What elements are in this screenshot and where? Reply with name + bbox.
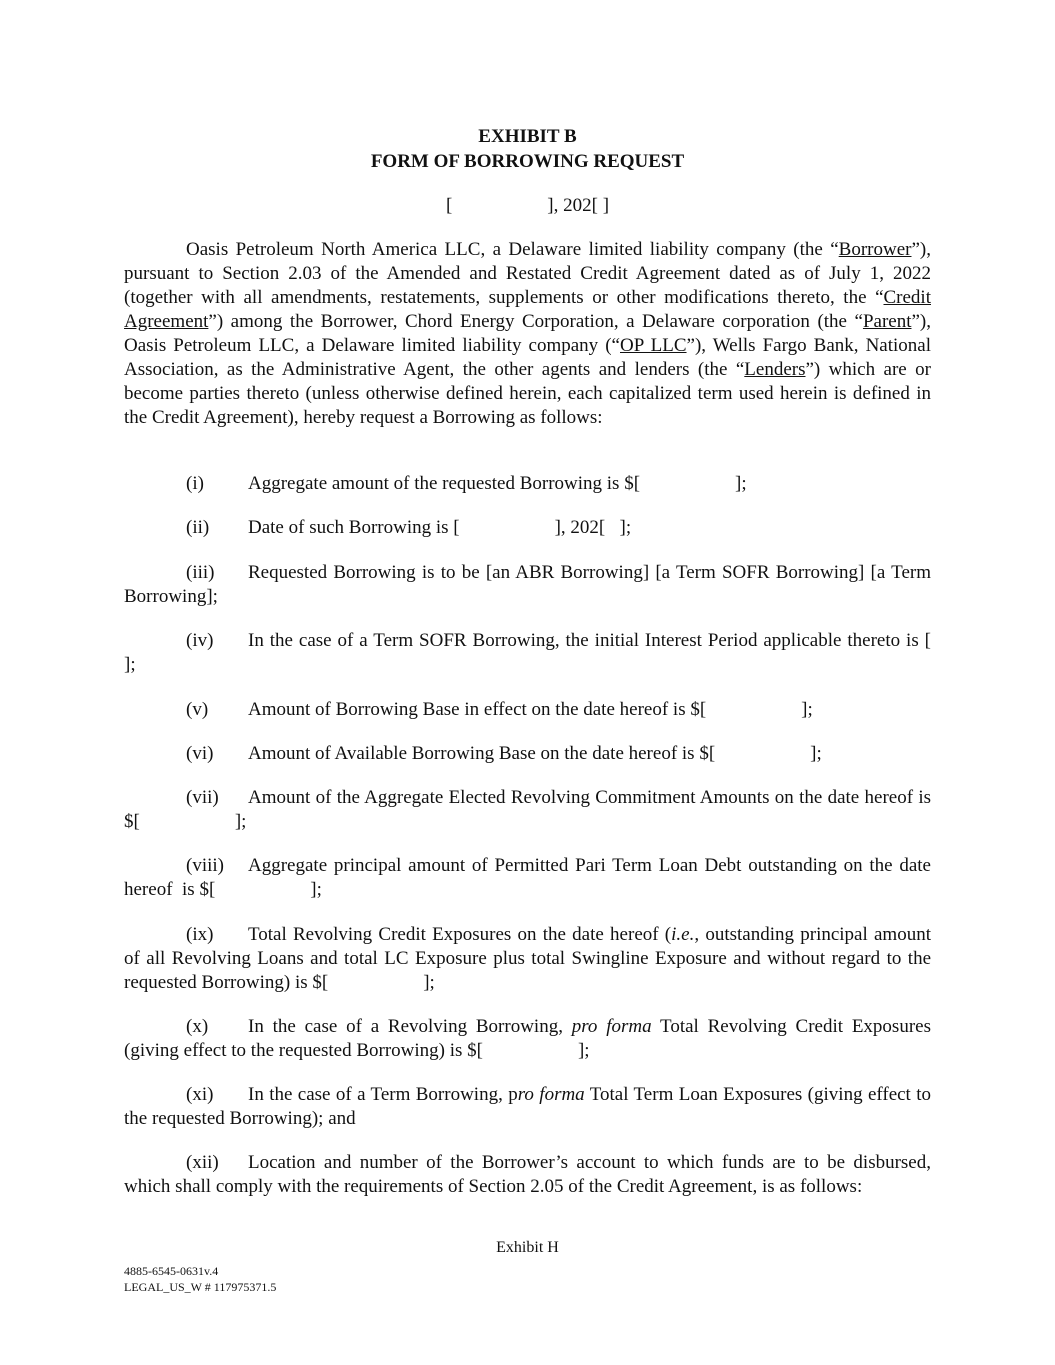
intro-text-2: ”), pursuant to Section 2.03 of the Amended and Restated Credit Agreement dated as of July 1, 2022 (together with all amendments, restatements, supplements or other modifications thereto, the “ — [124, 239, 931, 308]
list-item-xi — [124, 1083, 936, 1131]
item-text-pre: In the case of a Term Borrowing, p — [248, 1084, 518, 1105]
exhibit-label: EXHIBIT B — [478, 126, 577, 147]
item-text: Location and number of the Borrower’s account to which funds are to be disbursed, which shall comply with the requirements of Section 2.05 of the Credit Agreement, is as follows: — [124, 1152, 936, 1197]
intro-text-4: ”), Oasis Petroleum LLC, a Delaware limited liability company (“ — [124, 311, 931, 356]
document-title-block — [124, 124, 931, 174]
item-number: (v) — [186, 699, 209, 720]
form-title: FORM OF BORROWING REQUEST — [370, 151, 685, 172]
item-text-italic: i.e. — [671, 924, 695, 945]
item-text-italic: pro forma — [571, 1016, 652, 1037]
defined-term-op-llc: OP LLC — [620, 335, 687, 356]
list-item-ix — [124, 923, 936, 995]
item-number: (iv) — [186, 630, 214, 651]
item-text: Date of such Borrowing is [ ], 202[ ]; — [248, 517, 632, 538]
item-number: (vi) — [186, 743, 214, 764]
list-item-v — [124, 698, 931, 722]
item-number: (i) — [186, 473, 204, 494]
footer-document-ids — [124, 1263, 276, 1295]
item-text-post: Total Term Loan Exposures (giving effect to the requested Borrowing); and — [124, 1084, 936, 1129]
item-number: (ix) — [186, 924, 214, 945]
item-number: (vii) — [186, 787, 219, 808]
defined-term-credit-agreement: Credit Agreement — [124, 287, 931, 332]
defined-term-borrower: Borrower — [838, 239, 912, 260]
intro-paragraph — [124, 238, 931, 430]
list-item-iii — [124, 561, 936, 609]
item-text-post: Total Revolving Credit Exposures (giving effect to the requested Borrowing) is $[ ]; — [124, 1016, 936, 1061]
list-item-i — [124, 472, 931, 496]
list-item-xii — [124, 1151, 936, 1199]
item-text-post: , outstanding principal amount of all Revolving Loans and total LC Exposure plus total Swingline Exposure and without regard to the requested Borrowing) is $[ ]; — [124, 924, 936, 993]
item-number: (viii) — [186, 855, 224, 876]
list-item-vi — [124, 742, 931, 766]
defined-term-lenders: Lenders — [744, 359, 806, 380]
item-text: In the case of a Term SOFR Borrowing, the initial Interest Period applicable thereto is [ ]; — [124, 630, 1026, 675]
item-text-italic: ro forma — [517, 1084, 585, 1105]
date-line: [ ], 202[ ] — [445, 195, 610, 216]
document-id-2: LEGAL_US_W # 117975371.5 — [124, 1280, 277, 1294]
item-text: Amount of Borrowing Base in effect on the date hereof is $[ ]; — [248, 699, 813, 720]
list-item-vii — [124, 786, 936, 834]
item-text-pre: Total Revolving Credit Exposures on the date hereof ( — [248, 924, 672, 945]
item-text: Aggregate principal amount of Permitted Pari Term Loan Debt outstanding on the date hereof is $[ ]; — [124, 855, 936, 900]
footer-exhibit-reference: Exhibit H — [496, 1239, 559, 1256]
item-number: (ii) — [186, 517, 210, 538]
list-item-viii — [124, 854, 936, 902]
item-number: (xii) — [186, 1152, 219, 1173]
item-number: (x) — [186, 1016, 209, 1037]
item-text: Requested Borrowing is to be [an ABR Borrowing] [a Term SOFR Borrowing] [a Term Borrowing]; — [124, 562, 936, 607]
defined-term-parent: Parent — [862, 311, 912, 332]
item-text-pre: In the case of a Revolving Borrowing, — [248, 1016, 572, 1037]
intro-text-5: ”), Wells Fargo Bank, National Association, as the Administrative Agent, the other agents and lenders (the “ — [124, 335, 931, 380]
intro-text-6: ”) which are or become parties thereto (unless otherwise defined herein, each capitalized term used herein is defined in the Credit Agreement), hereby request a Borrowing as follows: — [124, 359, 931, 428]
item-number: (iii) — [186, 562, 215, 583]
list-item-ii — [124, 516, 931, 540]
item-number: (xi) — [186, 1084, 214, 1105]
list-item-x — [124, 1015, 936, 1063]
item-text: Aggregate amount of the requested Borrowing is $[ ]; — [248, 473, 747, 494]
list-item-iv — [124, 629, 1026, 677]
intro-text-3: ”) among the Borrower, Chord Energy Corporation, a Delaware corporation (the “ — [208, 311, 863, 332]
item-text: Amount of Available Borrowing Base on the date hereof is $[ ]; — [248, 743, 822, 764]
document-id-1: 4885-6545-0631v.4 — [124, 1264, 219, 1278]
item-text: Amount of the Aggregate Elected Revolving Commitment Amounts on the date hereof is $[ ]; — [124, 787, 936, 832]
intro-text-1: Oasis Petroleum North America LLC, a Delaware limited liability company (the “ — [186, 239, 839, 260]
